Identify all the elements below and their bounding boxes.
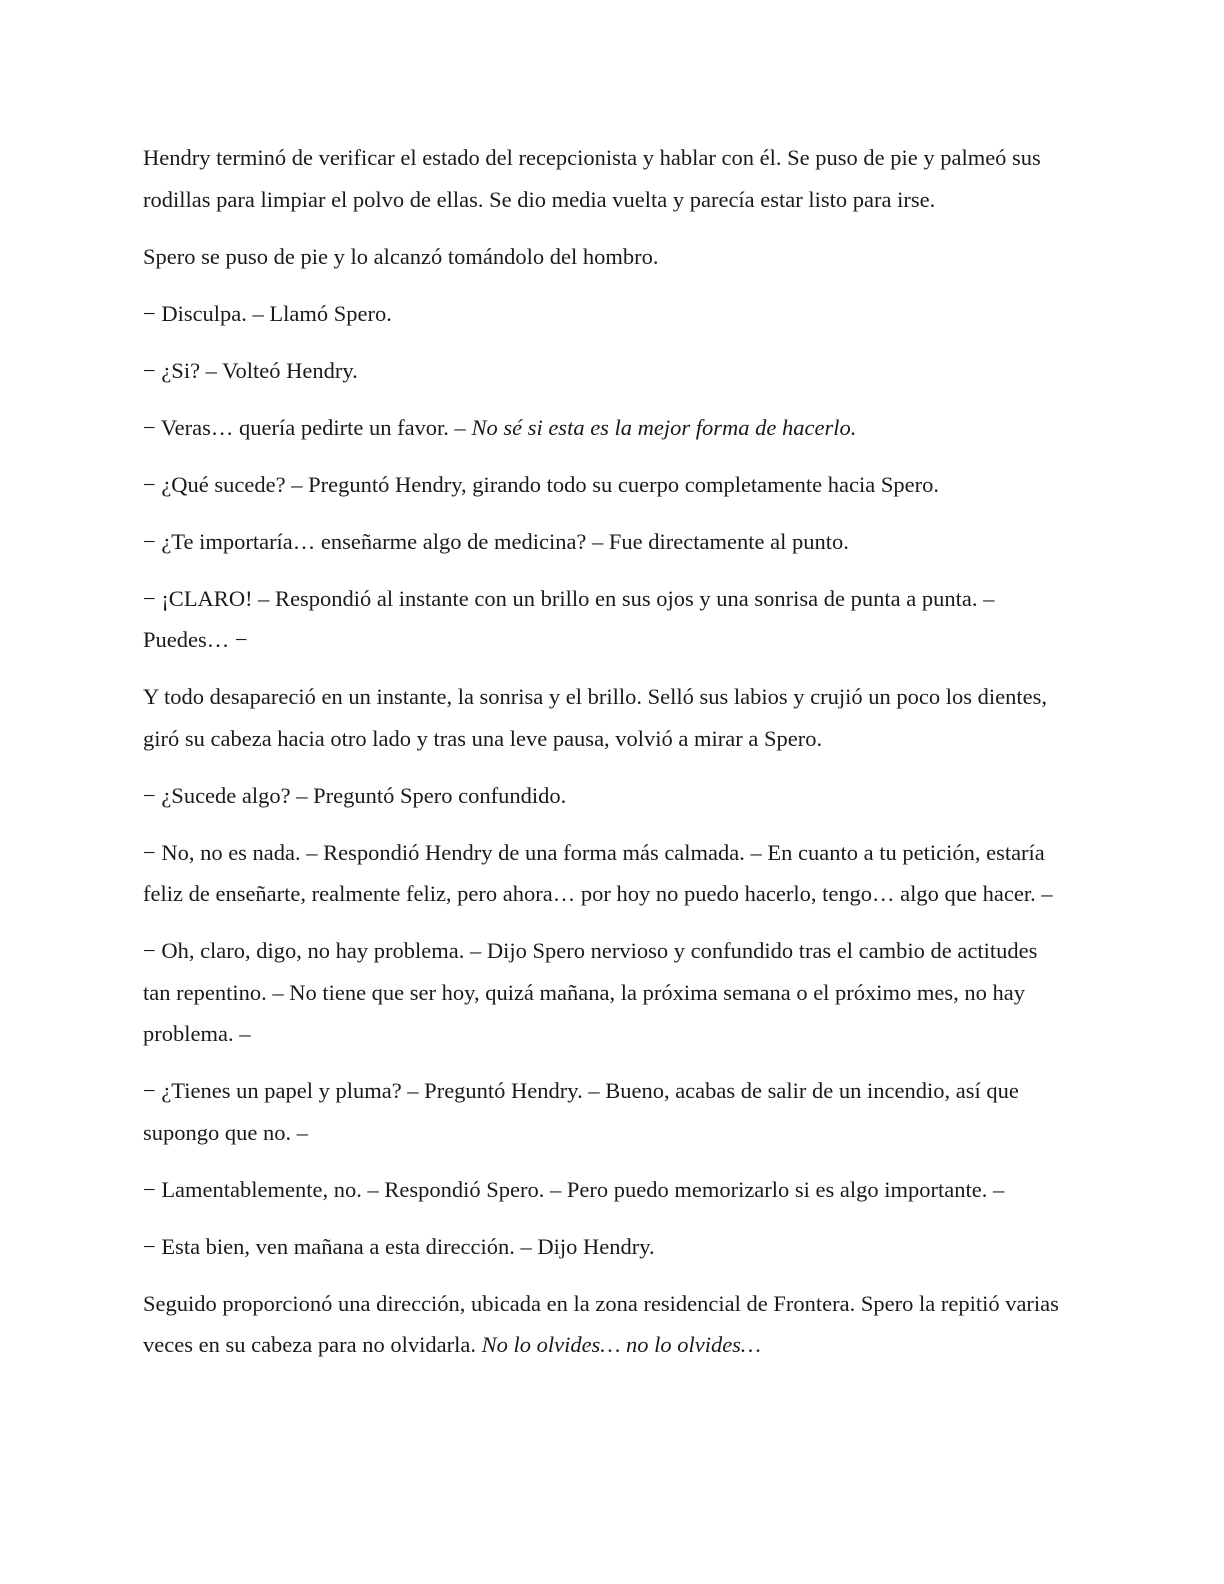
paragraph-text: − Disculpa. – Llamó Spero.: [143, 300, 392, 326]
paragraph-2: [143, 236, 1063, 278]
paragraph-11: [143, 832, 1063, 915]
paragraph-text: − Esta bien, ven mañana a esta dirección. – Dijo Hendry.: [143, 1233, 655, 1259]
paragraph-italic-thought: No sé si esta es la mejor forma de hacerlo.: [471, 414, 857, 440]
paragraph-text: − ¿Sucede algo? – Preguntó Spero confundido.: [143, 782, 567, 808]
paragraph-10: [143, 775, 1063, 817]
paragraph-14: [143, 1169, 1063, 1211]
paragraph-text: − ¡CLARO! – Respondió al instante con un brillo en sus ojos y una sonrisa de punta a punta. – Puedes… −: [143, 585, 995, 652]
paragraph-text: − ¿Qué sucede? – Preguntó Hendry, girando todo su cuerpo completamente hacia Spero.: [143, 471, 939, 497]
paragraph-5: [143, 407, 1063, 449]
paragraph-text: Spero se puso de pie y lo alcanzó tomándolo del hombro.: [143, 243, 659, 269]
paragraph-4: [143, 350, 1063, 392]
paragraph-12: [143, 930, 1063, 1055]
paragraph-3: [143, 293, 1063, 335]
paragraph-9: [143, 676, 1063, 759]
paragraph-italic-thought: No lo olvides… no lo olvides…: [481, 1332, 761, 1357]
paragraph-1: [143, 137, 1063, 220]
paragraph-7: [143, 521, 1063, 563]
paragraph-8: [143, 578, 1063, 661]
paragraph-16: [143, 1283, 1063, 1366]
paragraph-text: − Oh, claro, digo, no hay problema. – Dijo Spero nervioso y confundido tras el cambio de actitudes tan repentino. – No tiene que ser hoy, quizá mañana, la próxima semana o el próximo mes, no hay problema. –: [143, 938, 1038, 1046]
paragraph-6: [143, 464, 1063, 506]
paragraph-text: − ¿Si? – Volteó Hendry.: [143, 357, 358, 383]
paragraph-13: [143, 1070, 1063, 1153]
document-page: [143, 137, 1063, 1381]
paragraph-text: − ¿Te importaría… enseñarme algo de medicina? – Fue directamente al punto.: [143, 528, 849, 554]
paragraph-text: Y todo desapareció en un instante, la sonrisa y el brillo. Selló sus labios y crujió un poco los dientes, giró su cabeza hacia otro lado y tras una leve pausa, volvió a mirar a Spero.: [143, 684, 1047, 751]
paragraph-text: Hendry terminó de verificar el estado del recepcionista y hablar con él. Se puso de pie y palmeó sus rodillas para limpiar el polvo de ellas. Se dio media vuelta y parecía estar listo para irse.: [143, 145, 1041, 212]
paragraph-text: Seguido proporcionó una dirección, ubicada en la zona residencial de Frontera. Spero la repitió varias veces en su cabeza para no olvidarla.: [143, 1290, 1059, 1357]
paragraph-text: − ¿Tienes un papel y pluma? – Preguntó Hendry. – Bueno, acabas de salir de un incendio, así que supongo que no. –: [143, 1078, 1019, 1145]
paragraph-text: − Veras… quería pedirte un favor. –: [143, 414, 472, 440]
paragraph-text: − Lamentablemente, no. – Respondió Spero. – Pero puedo memorizarlo si es algo importante. –: [143, 1176, 1005, 1202]
paragraph-text: − No, no es nada. – Respondió Hendry de una forma más calmada. – En cuanto a tu petición, estaría feliz de enseñarte, realmente feliz, pero ahora… por hoy no puedo hacerlo, tengo… algo que hacer. –: [143, 839, 1053, 906]
paragraph-15: [143, 1226, 1063, 1268]
